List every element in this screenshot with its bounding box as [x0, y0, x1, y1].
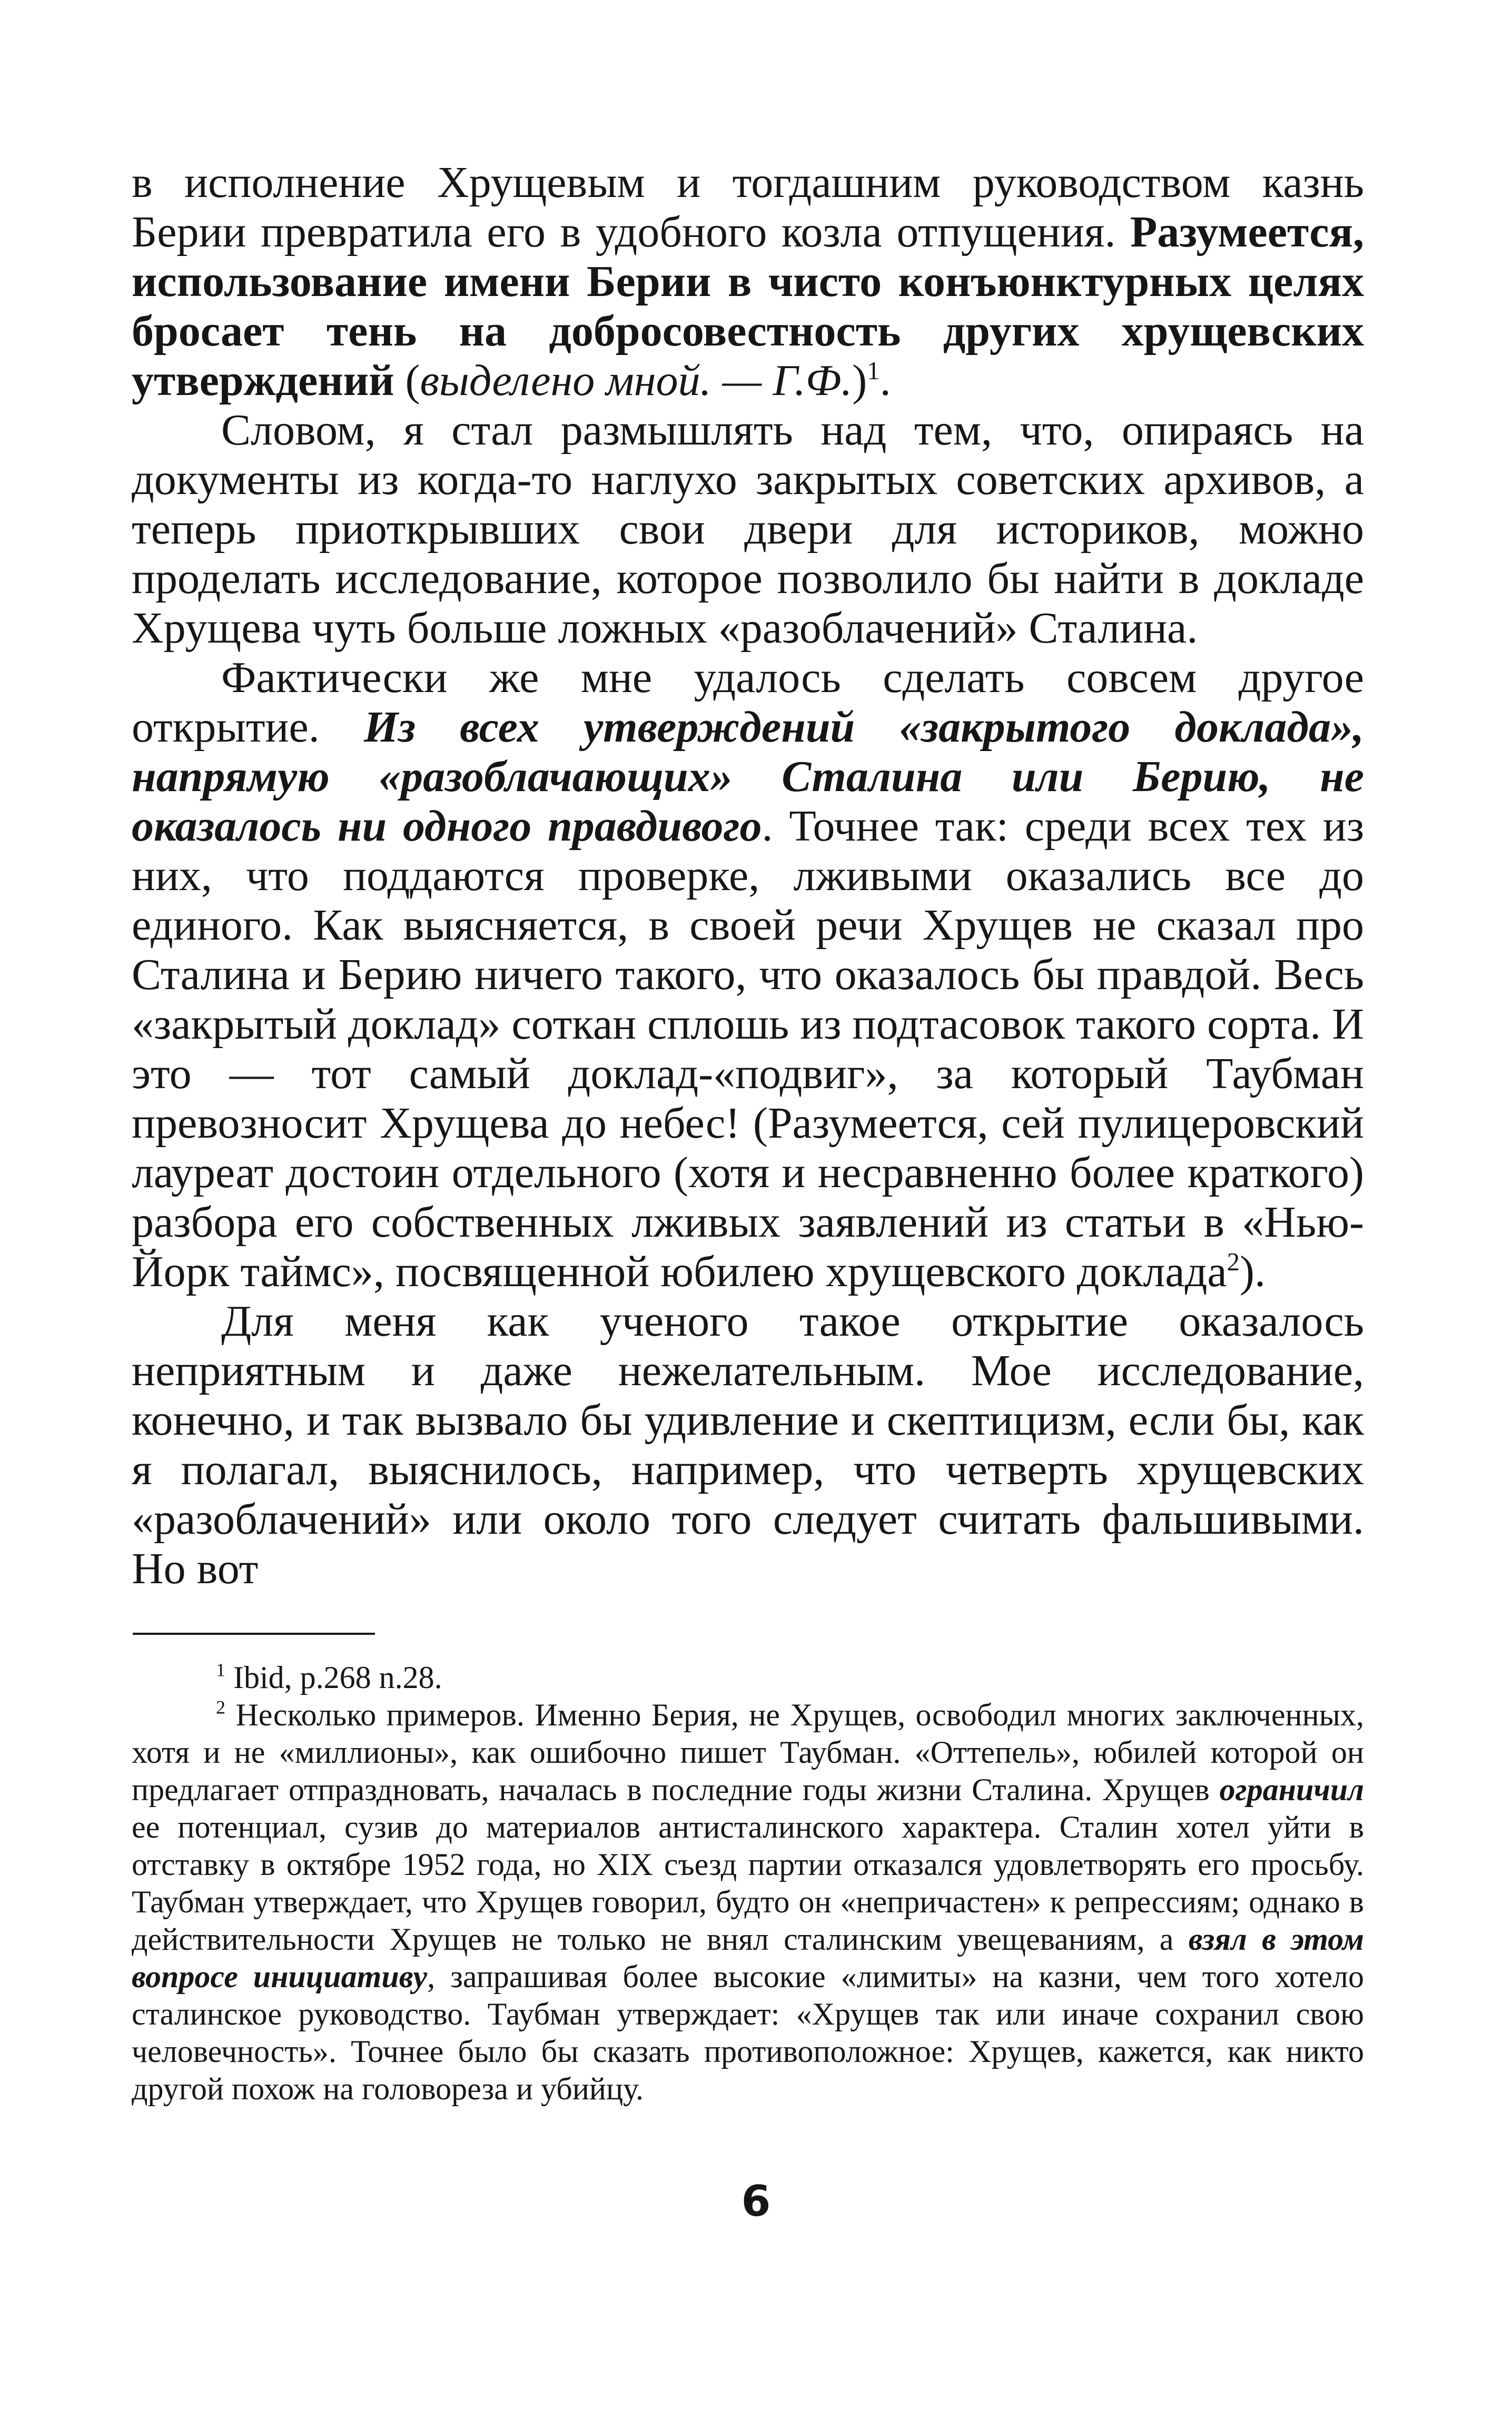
footnote-1: [132, 1659, 1364, 1696]
bold-emphasis: Разумеется, использование имени Берии в чисто конъюнктурных целях бросает тень на добросовестность других хрущевских утверждений: [132, 208, 1364, 405]
footnote-number: 1: [216, 1659, 225, 1681]
footnote-2: [132, 1696, 1364, 2108]
footnote-ref: 2: [1227, 1247, 1240, 1276]
footnote-text: Несколько примеров. Именно Берия, не Хрущев, освободил многих заключенных, хотя и не «миллионы», как ошибочно пишет Таубман. «Оттепель», юбилей которой он предлагает отпраздновать, началась в последние годы жизни Сталина. Хрущев: [132, 1697, 1364, 1807]
page-number: 6: [741, 2177, 771, 2226]
footnote-ref: 1: [867, 356, 880, 385]
paragraph-text: в исполнение Хрущевым и тогдашним руководством казнь Берии превратила его в удобного козла отпущения.: [132, 158, 1364, 256]
paragraph-1: [132, 158, 1364, 406]
author-note: выделено мной. — Г.Ф.: [420, 356, 853, 405]
paragraph-text: Словом, я стал размышлять над тем, что, опираясь на документы из когда-то наглухо закрытых советских архивов, а теперь приоткрывших свои двери для историков, можно проделать исследование, которое позволило бы найти в докладе Хрущева чуть больше ложных «разоблачений» Сталина.: [132, 406, 1364, 653]
footnote-divider: [133, 1633, 375, 1635]
footnote-number: 2: [216, 1696, 225, 1718]
main-text: [132, 158, 1364, 1594]
paragraph-text: .: [879, 356, 891, 405]
footnote-text: Ibid, p.268 n.28.: [225, 1660, 442, 1695]
footnote-emphasis: взял в этом вопросе инициативу: [132, 1922, 1364, 1994]
paragraph-text: (: [394, 356, 420, 405]
bold-italic-emphasis: Из всех утверждений «закрытого доклада», напрямую «разоблачающих» Сталина или Берию, не оказалось ни одного правдивого: [132, 703, 1365, 851]
footnote-text: , запрашивая более высокие «лимиты» на казни, чем того хотело сталинское руководство. Таубман утверждает: «Хрущев так или иначе сохранил свою человечность». Точнее было бы сказать противоположное: Хрущев, кажется, как никто другой похож на головореза и убийцу.: [132, 1959, 1364, 2106]
paragraph-text: ).: [1239, 1247, 1266, 1296]
paragraph-4: [132, 1297, 1364, 1594]
paragraph-text: ): [852, 356, 867, 405]
paragraph-text: . Точнее так: среди всех тех из них, что поддаются проверке, лживыми оказались все до единого. Как выясняется, в своей речи Хрущев не сказал про Сталина и Берию ничего такого, что оказалось бы правдой. Весь «закрытый доклад» соткан сплошь из подтасовок такого сорта. И это — тот самый доклад-«подвиг», за который Таубман превозносит Хрущева до небес! (Разумеется, сей пулицеровский лауреат достоин отдельного (хотя и несравненно более краткого) разбора его собственных лживых заявлений из статьи в «Нью-Йорк таймс», посвященной юбилею хрущевского доклада: [132, 802, 1364, 1296]
paragraph-text: Для меня как ученого такое открытие оказалось неприятным и даже нежелательным. Мое исследование, конечно, и так вызвало бы удивление и скептицизм, если бы, как я полагал, выяснилось, например, что четверть хрущевских «разоблачений» или около того следует считать фальшивыми. Но вот: [132, 1297, 1364, 1593]
paragraph-text: Фактически же мне удалось сделать совсем другое открытие.: [132, 653, 1364, 752]
paragraph-2: [132, 406, 1364, 653]
paragraph-3: [132, 653, 1364, 1297]
footnotes: [132, 1659, 1364, 2108]
footnote-text: ее потенциал, сузив до материалов антисталинского характера. Сталин хотел уйти в отставку в октябре 1952 года, но XIX съезд партии отказался удовлетворять его просьбу. Таубман утверждает, что Хрущев говорил, будто он «непричастен» к репрессиям; однако в действительности Хрущев не только не внял сталинским увещеваниям, а: [132, 1810, 1364, 1957]
footnote-emphasis: ограничил: [1219, 1772, 1364, 1807]
